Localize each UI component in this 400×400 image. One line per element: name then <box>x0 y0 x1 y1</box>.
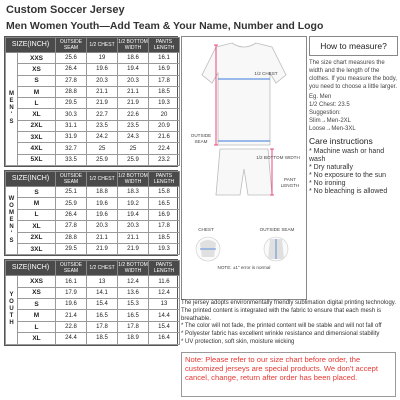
section-label-char: ' <box>10 231 13 238</box>
column-header: OUTSIDE SEAM <box>56 261 87 276</box>
value-cell: 18.3 <box>118 186 149 197</box>
value-cell: 16.1 <box>149 53 180 64</box>
measure-loose: Loose→Men-3XL <box>309 126 356 132</box>
section-label-char: H <box>9 320 14 327</box>
fabric-note: * Polyester fabric has excellent wrinkle resistance and dimensional stability <box>181 331 380 338</box>
table-row <box>6 232 180 243</box>
value-cell: 24.3 <box>118 132 149 143</box>
care-list <box>309 148 398 196</box>
value-cell: 16.9 <box>149 209 180 220</box>
value-cell: 20.3 <box>87 221 118 232</box>
measure-chest: 1/2 Chest: 23.5 <box>309 102 350 108</box>
value-cell: 15.3 <box>118 299 149 310</box>
value-cell: 16.5 <box>87 310 118 321</box>
table-row <box>6 109 180 120</box>
table-row <box>6 321 180 332</box>
section-label <box>6 276 18 344</box>
section-label <box>6 186 18 254</box>
table-row <box>6 243 180 254</box>
table-row <box>6 120 180 131</box>
section-label-char: U <box>9 306 14 313</box>
column-header: PANTS LENGTH <box>149 171 180 186</box>
value-cell: 27.8 <box>56 75 87 86</box>
value-cell: 32.7 <box>56 143 87 154</box>
care-item: * Machine wash or hand wash <box>309 148 385 163</box>
table-row <box>6 287 180 298</box>
value-cell: 21.9 <box>87 98 118 109</box>
section-label-char: N <box>9 224 14 231</box>
column-header: PANTS LENGTH <box>149 38 180 53</box>
size-column-header: SIZE(INCH) <box>6 261 56 276</box>
value-cell: 23.2 <box>149 154 180 165</box>
value-cell: 21.9 <box>118 98 149 109</box>
order-warning: Note: Please refer to our size chart before order, the customized jerseys are special products. We don't accept cancel, change, return after order has been placed. <box>181 352 396 397</box>
value-cell: 31.9 <box>56 132 87 143</box>
size-table <box>5 171 180 255</box>
outside-seam-label: OUTSIDE SEAM <box>190 133 212 144</box>
value-cell: 14.4 <box>149 310 180 321</box>
value-cell: 29.5 <box>56 243 87 254</box>
seam-icon-label: OUTSIDE SEAM <box>259 227 295 232</box>
size-table-section <box>4 170 178 256</box>
size-cell: L <box>18 209 56 220</box>
value-cell: 25.1 <box>56 186 87 197</box>
size-table-section <box>4 259 178 345</box>
size-table <box>5 260 180 344</box>
value-cell: 25 <box>118 143 149 154</box>
value-cell: 31.1 <box>56 120 87 131</box>
value-cell: 25.9 <box>118 154 149 165</box>
value-cell: 25.9 <box>87 154 118 165</box>
value-cell: 21.9 <box>118 243 149 254</box>
value-cell: 19.2 <box>118 198 149 209</box>
table-row <box>6 154 180 165</box>
size-cell: 2XL <box>18 232 56 243</box>
value-cell: 15.8 <box>149 186 180 197</box>
table-row <box>6 86 180 97</box>
size-table <box>5 37 180 166</box>
value-cell: 22.6 <box>118 109 149 120</box>
size-cell: XXS <box>18 53 56 64</box>
size-cell: S <box>18 299 56 310</box>
value-cell: 21.1 <box>118 86 149 97</box>
measure-suggestion: Suggestion: <box>309 110 341 116</box>
pant-length-label: PANT LENGTH <box>280 177 300 188</box>
table-row <box>6 276 180 287</box>
section-label-char: E <box>9 98 14 105</box>
value-cell: 15.4 <box>149 321 180 332</box>
size-cell: 5XL <box>18 154 56 165</box>
value-cell: 22.8 <box>56 321 87 332</box>
column-header: PANTS LENGTH <box>149 261 180 276</box>
size-column-header: SIZE(INCH) <box>6 171 56 186</box>
section-label-char: N <box>9 105 14 112</box>
half-chest-label: 1/2 CHEST <box>254 71 278 76</box>
care-item: * Dry naturally <box>309 164 353 171</box>
column-header: 1/2 CHEST <box>87 171 118 186</box>
error-note: NOTE: ±1" error is normal <box>217 265 271 270</box>
size-cell: XXS <box>18 276 56 287</box>
size-cell: L <box>18 321 56 332</box>
column-header: 1/2 CHEST <box>87 38 118 53</box>
value-cell: 21.6 <box>149 132 180 143</box>
value-cell: 18.8 <box>87 186 118 197</box>
table-row <box>6 143 180 154</box>
value-cell: 19.3 <box>149 98 180 109</box>
value-cell: 25 <box>87 143 118 154</box>
section-label-char: E <box>9 217 14 224</box>
value-cell: 29.5 <box>56 98 87 109</box>
size-tables <box>4 36 178 349</box>
value-cell: 16.5 <box>149 198 180 209</box>
section-label-char: T <box>9 313 14 320</box>
size-cell: XL <box>18 221 56 232</box>
value-cell: 22.4 <box>149 143 180 154</box>
size-cell: L <box>18 98 56 109</box>
size-cell: 3XL <box>18 243 56 254</box>
column-header: 1/2 CHEST <box>87 261 118 276</box>
value-cell: 27.8 <box>56 221 87 232</box>
value-cell: 18.5 <box>149 86 180 97</box>
measure-eg: Eg. Men <box>309 94 332 100</box>
measure-body: The size chart measures the width and the length of the clothes. If you measure the body, you need to choose a little larger. <box>309 60 398 90</box>
fabric-note: * UV protection, soft skin, moisture wicking <box>181 338 295 345</box>
table-row <box>6 221 180 232</box>
size-cell: M <box>18 86 56 97</box>
chest-measure-icon <box>196 237 220 261</box>
section-label-char: O <box>9 299 14 306</box>
value-cell: 17.8 <box>149 221 180 232</box>
measurement-diagram <box>181 36 307 300</box>
value-cell: 16.5 <box>118 310 149 321</box>
table-row <box>6 64 180 75</box>
value-cell: 18.5 <box>149 232 180 243</box>
table-row <box>6 186 180 197</box>
page-title: Custom Soccer Jersey <box>6 4 125 16</box>
value-cell: 19.4 <box>118 64 149 75</box>
value-cell: 21.1 <box>118 232 149 243</box>
size-cell: XL <box>18 109 56 120</box>
measure-slim: Slim→Men-2XL <box>309 118 352 124</box>
value-cell: 20.3 <box>118 221 149 232</box>
fabric-note: The jersey adopts environmentally friendly sublimation digital printing technology. The printed content is integrated with the fabric to ensure that each mesh is breathable. <box>181 300 397 322</box>
table-row <box>6 299 180 310</box>
section-label <box>6 53 18 166</box>
section-label-char: M <box>9 210 14 217</box>
size-cell: S <box>18 186 56 197</box>
size-cell: XS <box>18 287 56 298</box>
value-cell: 12.4 <box>118 276 149 287</box>
value-cell: 13 <box>87 276 118 287</box>
size-cell: XS <box>18 64 56 75</box>
value-cell: 28.8 <box>56 86 87 97</box>
column-header: 1/2 BOTTOM WIDTH <box>118 39 148 51</box>
value-cell: 33.5 <box>56 154 87 165</box>
value-cell: 19.6 <box>87 64 118 75</box>
table-row <box>6 75 180 86</box>
value-cell: 24.2 <box>87 132 118 143</box>
size-cell: XL <box>18 333 56 344</box>
value-cell: 20.3 <box>87 75 118 86</box>
column-header: OUTSIDE SEAM <box>56 171 87 186</box>
value-cell: 28.8 <box>56 232 87 243</box>
size-cell: 3XL <box>18 132 56 143</box>
section-label-char: W <box>8 196 15 203</box>
value-cell: 17.8 <box>118 321 149 332</box>
column-header: 1/2 BOTTOM WIDTH <box>118 262 148 275</box>
value-cell: 16.4 <box>149 333 180 344</box>
value-cell: 17.8 <box>149 75 180 86</box>
value-cell: 12.4 <box>149 287 180 298</box>
care-heading: Care instructions <box>309 136 373 146</box>
value-cell: 19.6 <box>56 299 87 310</box>
care-item: * No bleaching is allowed <box>309 188 388 195</box>
table-row <box>6 209 180 220</box>
value-cell: 17.9 <box>56 287 87 298</box>
value-cell: 14.1 <box>87 287 118 298</box>
jersey-diagram <box>182 37 306 299</box>
value-cell: 23.5 <box>118 120 149 131</box>
size-cell: S <box>18 75 56 86</box>
value-cell: 13 <box>149 299 180 310</box>
table-row <box>6 53 180 64</box>
value-cell: 17.8 <box>87 321 118 332</box>
column-header: 1/2 BOTTOM WIDTH <box>118 172 148 185</box>
table-row <box>6 198 180 209</box>
value-cell: 21.1 <box>87 86 118 97</box>
size-table-section <box>4 36 178 167</box>
fabric-note: * The color will not fade, the printed content will be stable and will not fall off <box>181 323 382 330</box>
how-to-measure-panel <box>309 36 398 196</box>
value-cell: 19 <box>87 53 118 64</box>
value-cell: 16.9 <box>149 64 180 75</box>
value-cell: 20.3 <box>118 75 149 86</box>
value-cell: 18.5 <box>87 333 118 344</box>
value-cell: 16.1 <box>56 276 87 287</box>
section-label-char: ' <box>10 112 13 119</box>
section-label-char: M <box>9 91 14 98</box>
section-label-char: S <box>9 119 14 126</box>
size-column-header: SIZE(INCH) <box>6 38 56 53</box>
half-bottom-width-label: 1/2 BOTTOM WIDTH <box>256 155 300 160</box>
value-cell: 19.4 <box>118 209 149 220</box>
value-cell: 25.6 <box>56 53 87 64</box>
section-label-char: O <box>9 203 14 210</box>
size-cell: 4XL <box>18 143 56 154</box>
fabric-notes <box>181 300 398 347</box>
value-cell: 20 <box>149 109 180 120</box>
care-item: * No exposure to the sun <box>309 172 387 179</box>
seam-measure-icon <box>264 237 288 261</box>
value-cell: 21.4 <box>56 310 87 321</box>
page-subtitle: Men Women Youth—Add Team & Your Name, Number and Logo <box>6 20 324 32</box>
table-row <box>6 132 180 143</box>
how-to-measure-heading: How to measure? <box>309 36 398 56</box>
value-cell: 11.6 <box>149 276 180 287</box>
value-cell: 19.3 <box>149 243 180 254</box>
column-header: OUTSIDE SEAM <box>56 38 87 53</box>
table-row <box>6 98 180 109</box>
size-cell: M <box>18 198 56 209</box>
value-cell: 24.4 <box>56 333 87 344</box>
size-cell: 2XL <box>18 120 56 131</box>
size-cell: M <box>18 310 56 321</box>
chest-icon-label: CHEST <box>198 227 214 232</box>
value-cell: 23.5 <box>87 120 118 131</box>
care-item: * No ironing <box>309 180 346 187</box>
value-cell: 21.9 <box>87 243 118 254</box>
value-cell: 19.6 <box>87 209 118 220</box>
value-cell: 13.6 <box>118 287 149 298</box>
table-row <box>6 333 180 344</box>
value-cell: 15.4 <box>87 299 118 310</box>
value-cell: 30.3 <box>56 109 87 120</box>
value-cell: 25.9 <box>56 198 87 209</box>
value-cell: 20.9 <box>149 120 180 131</box>
value-cell: 21.1 <box>87 232 118 243</box>
value-cell: 19.6 <box>87 198 118 209</box>
value-cell: 18.9 <box>118 333 149 344</box>
value-cell: 26.4 <box>56 64 87 75</box>
value-cell: 22.7 <box>87 109 118 120</box>
value-cell: 18.6 <box>118 53 149 64</box>
section-label-char: S <box>9 238 14 245</box>
value-cell: 26.4 <box>56 209 87 220</box>
section-label-char: Y <box>9 292 14 299</box>
table-row <box>6 310 180 321</box>
